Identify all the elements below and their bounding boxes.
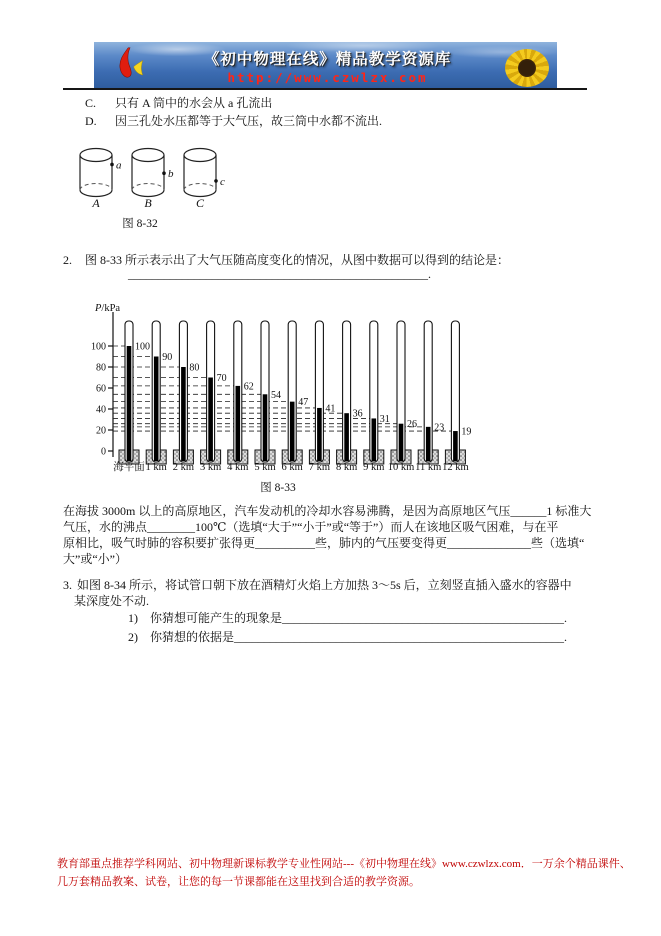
- svg-text:8 km: 8 km: [335, 462, 358, 473]
- question-3-item-1-label: 你猜想可能产生的现象是: [150, 611, 283, 625]
- svg-text:19: 19: [461, 426, 472, 438]
- svg-text:a: a: [116, 159, 122, 172]
- question-3-item-2-label: 你猜想的依据是: [150, 630, 235, 644]
- svg-text:100: 100: [135, 341, 150, 353]
- option-d: [85, 113, 382, 129]
- question-3-item-1-blank: _______________________________________________: [282, 611, 565, 625]
- question-3-line1: 如图 8-34 所示，将试管口朝下放在酒精灯火焰上方加热 3～5s 后，立刻竖直插入盛水的容器中: [77, 578, 572, 592]
- question-3-number: 3.: [63, 578, 72, 592]
- svg-text:A: A: [92, 196, 100, 210]
- svg-text:31: 31: [379, 413, 390, 425]
- svg-text:100: 100: [91, 341, 106, 353]
- svg-text:80: 80: [189, 362, 200, 374]
- svg-text:9 km: 9 km: [363, 462, 385, 473]
- fill-in-paragraph: [63, 504, 591, 568]
- svg-text:90: 90: [162, 352, 173, 363]
- question-3-item-1-number: 1): [128, 611, 138, 625]
- svg-text:7 km: 7 km: [308, 462, 331, 473]
- option-c-label: C.: [85, 96, 97, 110]
- svg-text:41: 41: [325, 403, 336, 415]
- site-banner: [94, 42, 557, 88]
- question-3-item-2-number: 2): [128, 630, 138, 644]
- question-2-text: 图 8-33 所示表示出了大气压随高度变化的情况，从图中数据可以得到的结论是：: [85, 253, 509, 267]
- svg-text:80: 80: [96, 362, 106, 374]
- svg-text:6 km: 6 km: [281, 462, 303, 473]
- question-3-item-2: [128, 629, 567, 645]
- svg-text:54: 54: [271, 389, 281, 401]
- svg-text:3 km: 3 km: [199, 462, 222, 473]
- svg-text:0: 0: [101, 446, 106, 458]
- question-3-line2: 某深度处不动.: [74, 594, 150, 608]
- figure-832-caption: 图 8-32: [122, 218, 158, 230]
- svg-text:60: 60: [96, 383, 106, 395]
- svg-text:11 km: 11 km: [415, 462, 442, 473]
- question-2-number: 2.: [63, 253, 72, 267]
- question-3-item-2-period: .: [564, 630, 568, 644]
- footer-promo: [57, 856, 631, 891]
- header-divider: [63, 88, 587, 90]
- question-3-item-2-blank: _______________________________________________________: [234, 630, 565, 644]
- paragraph-line-4: 大”或“小”）: [63, 551, 127, 566]
- pressure-chart: [88, 299, 540, 489]
- option-d-text: 因三孔处水压都等于大气压，故三筒中水都不流出.: [115, 114, 383, 128]
- paragraph-line-3: 原相比，吸气时肺的容积要扩张得更__________些，肺内的气压要变得更______________些（选填“: [63, 535, 585, 550]
- svg-text:62: 62: [243, 381, 254, 393]
- option-d-label: D.: [85, 114, 97, 128]
- svg-text:20: 20: [96, 425, 106, 437]
- question-3-item-1-period: .: [564, 611, 568, 625]
- figure-833-caption: 图 8-33: [260, 482, 296, 494]
- svg-text:海平面: 海平面: [113, 462, 145, 473]
- svg-text:4 km: 4 km: [227, 462, 249, 473]
- svg-text:12 km: 12 km: [442, 462, 469, 473]
- question-2-blank-period: .: [428, 267, 431, 281]
- footer-line-2: 几万套精品教案、试卷，让您的每一节课都能在这里找到合适的教学资源。: [57, 875, 420, 888]
- svg-text:1 km: 1 km: [145, 462, 167, 473]
- footer-line-1: 教育部重点推荐学科网站、初中物理新课标教学专业性网站---《初中物理在线》www.czwlzx.com．一万余个精品课件、: [57, 858, 631, 870]
- question-3-intro: [63, 577, 572, 593]
- banner-text: [150, 47, 505, 85]
- figure-832-svg: [78, 146, 248, 212]
- question-2-blank: [128, 266, 431, 282]
- svg-text:26: 26: [407, 419, 417, 431]
- option-c-text: 只有 A 筒中的水会从 a 孔流出: [115, 96, 273, 110]
- paragraph-line-2: 气压，水的沸点________100℃（选填“大于”“小于”或“等于”）而人在该地区吸气困难，与在平: [63, 519, 559, 534]
- svg-text:5 km: 5 km: [254, 462, 276, 473]
- svg-text:23: 23: [434, 422, 445, 434]
- site-logo-icon: [110, 45, 150, 85]
- banner-title: 《初中物理在线》精品教学资源库: [203, 50, 452, 68]
- svg-text:b: b: [168, 168, 174, 181]
- question-3: [63, 577, 572, 609]
- sunflower-icon: [505, 49, 549, 87]
- option-c: [85, 95, 272, 111]
- paragraph-line-1: 在海拔 3000m 以上的高原地区，汽车发动机的冷却水容易沸腾，是因为高原地区气压______1 标准大: [63, 504, 592, 518]
- question-3-item-1: [128, 610, 567, 626]
- svg-text:c: c: [220, 175, 225, 188]
- question-2-blank-line: __________________________________________________: [128, 267, 428, 281]
- svg-text:10 km: 10 km: [387, 462, 415, 473]
- banner-url-link[interactable]: http://www.czwlzx.com: [227, 69, 428, 85]
- svg-text:P/kPa: P/kPa: [95, 303, 121, 314]
- svg-text:C: C: [195, 196, 205, 210]
- svg-text:36: 36: [352, 408, 363, 420]
- svg-text:2 km: 2 km: [172, 462, 195, 473]
- svg-text:47: 47: [298, 397, 309, 409]
- svg-text:70: 70: [216, 373, 227, 384]
- svg-text:B: B: [144, 196, 152, 210]
- svg-text:40: 40: [96, 404, 106, 416]
